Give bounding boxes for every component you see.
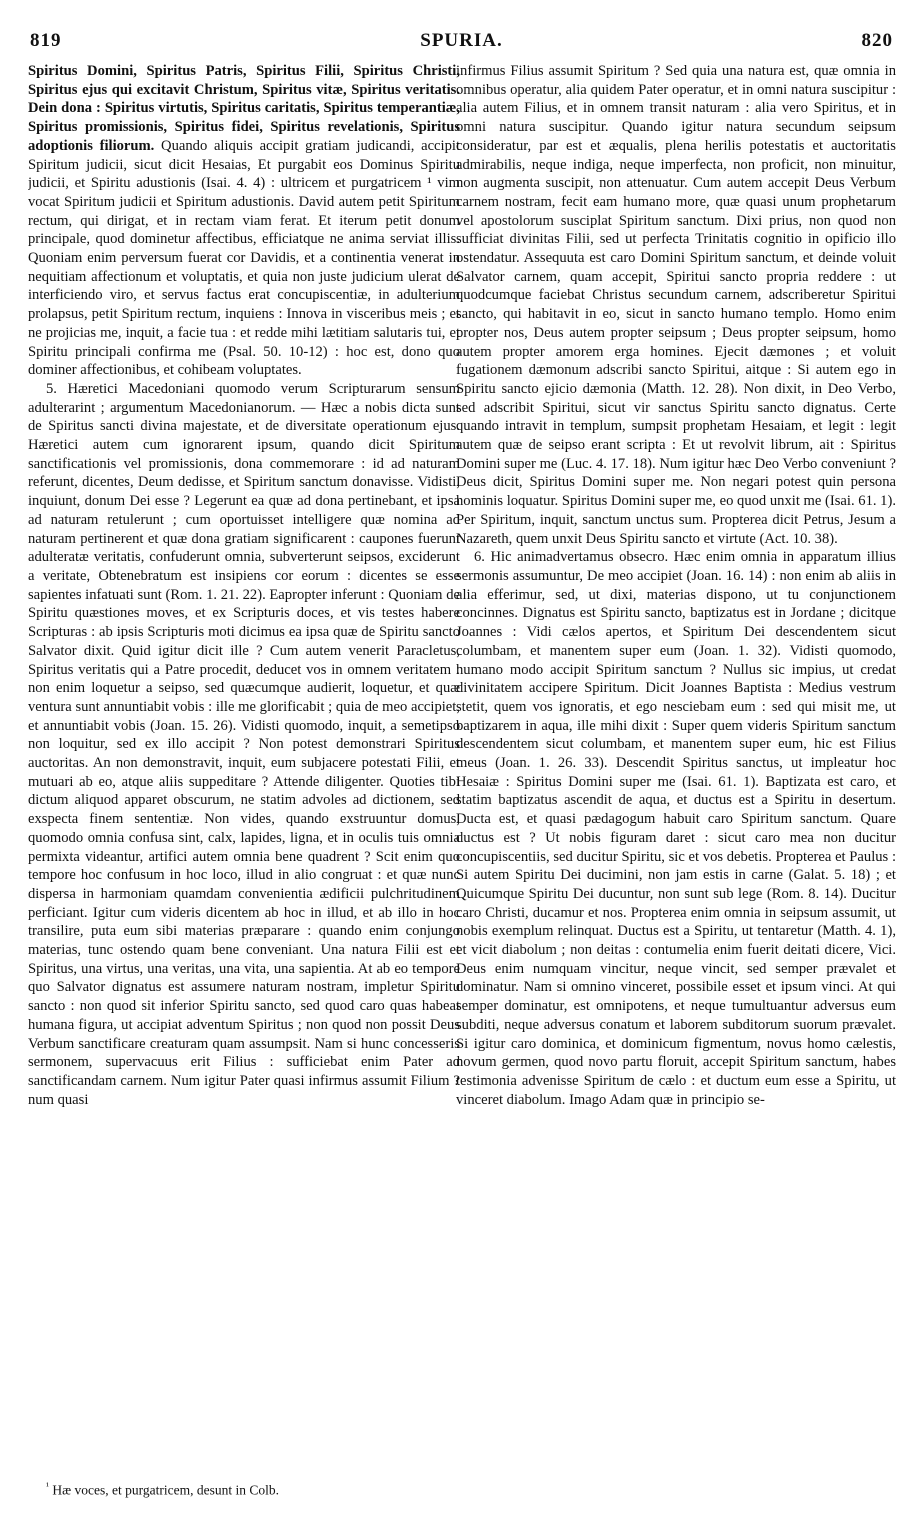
page-header (30, 30, 893, 56)
footnote (46, 1478, 426, 1499)
right-text-column (456, 62, 896, 1480)
right-paragraph-1: infirmus Filius assumit Spiritum ? Sed quia una natura est, quæ omnia in omnibus operatur, alia quidem Pater operatur, et in omni natura suscipitur : alia autem Filius, et in omnem transit naturam : alia vero Spiritus, et in omni natura suscipitur. Quando igitur natura secundum seipsum consideratur, par est et æqualis, plena herilis potestatis et auctoritatis admirabilis, neque indiga, neque imperfecta, non proficit, non minuitur, non augmenta suscipit, non attenuatur. Cum autem accepit Deus Verbum carnem nostram, fecit eam humano more, quæ quasi unum prophetarum vel apostolorum susciplat Spiritum sanctum. Dixi prius, non quod non sufficiat divinitas Filii, sed ut perfecta Trinitatis cognitio in opificio illo ostendatur. Assequuta est caro Domini Spiritum sanctum, et deinde voluit Salvator carnem, quam accepit, Spiritui sancto propria reddere : ut quodcumque faciebat Christus secundum carnem, adscriberetur Spiritui sancto, qui habitavit in eo, sicut in sancto humano templo. Homo enim propter nos, Deus autem propter seipsum ; Deus propter seipsum, homo autem propter amorem erga homines. Ejecit dæmones ; et voluit fugationem dæmonum adscribi sancto Spiritui, aitque : Si autem ego in Spiritu sancto ejicio dæmonia (Matth. 12. 28). Non dixit, in Deo Verbo, sed adscribit Spiritui, sicut vir sanctus Spiritu sancto dignatus. Certe quando intravit in templum, sumpsit prophetam Hesaiam, et legit : legit autem quæ de seipso erant scripta : Et ut revolvit librum, ait : Spiritus Domini super me (Luc. 4. 17. 18). Num igitur hæc Deo Verbo conveniunt ? Deus dicit, Spiritus Domini super me. Non negari potest quin persona hominis loquatur. Spiritus Domini super me, eo quod unxit me (Isai. 61. 1). Per Spiritum, inquit, sanctum unctus sum. Propterea dicit Petrus, Jesum a Nazareth, quem unxit Deus Spiritu sancto et virtute (Act. 10. 38). (456, 63, 896, 547)
left-paragraph-2: 5. Hæretici Macedoniani quomodo verum Scripturarum sensum adulterarint ; argumentum Macedonianorum. — Hæc a nobis dicta sunt de Spiritus sancti divina majestate, et de diversitate operationum ejus. Hæretici autem cum ignorarent ipsum, quando dicit Spiritum sanctificationis vel promissionis, dona commemorare : id ad naturam referunt, dicentes, Deum dedisse, et Spiritum sanctum donavisse. Vidisti, inquiunt, donum Dei esse ? Legerunt ea quæ ad dona pertinebant, et ipsa ad naturam retulerunt ; cum oportuisset intelligere quæ nomina ad naturam pertinerent et quæ dona gratiam significarent : caupones fuerunt adulteratæ veritatis, confuderunt omnia, subverterunt seipsos, exciderunt a veritate, Obtenebratum est insipiens cor eorum : dicentes se esse sapientes infatuati sunt (Rom. 1. 21. 22). Eapropter inferunt : Quoniam de Spiritu quæstiones moves, et ex Scripturis doces, et vis testes habere Scripturas : ab ipsis Scripturis moti dicimus ea ipsa quæ de Spiritu sancto Salvator dixit. Quid igitur dicit ille ? Cum autem venerit Paracletus, Spiritus veritatis qui a Patre procedit, deducet vos in omnem veritatem : non enim loquetur a seipso, sed quæcumque audierit, loquetur, et quæ ventura sunt annuntiabit vobis : ille me glorificabit ; quia de meo accipiet, et annuntiabit vobis (Joan. 15. 26). Vidisti quomodo, inquit, a semetipso non loquitur, sed ex illo accipit ? Non potest demonstrari Spiritus auctoritas. An non demonstravit, inquit, eum subjacere potestati Filii, et mutuari ab eo, atque aliis suppeditare ? Attende diligenter. Quoties tibi dictum aliquod apparet obscurum, ne statim advoles ad dictionem, sed exspecta finem sententiæ. Non vides, quando exstruuntur domus, quomodo omnia confusa sint, calx, lapides, ligna, et in oculis tuis omnia permixta videantur, artifici autem omnia bene quadrent ? Scit enim quo tempore hoc confusum in hoc loco, illud in alio congruat : et quæ nunc dispersa in harmoniam quamdam convenientia ædificii pulchritudinem perficiant. Igitur cum videris dicentem ab hoc in illud, et ab illo in hoc transilire, puta eum sibi materias præparare : quando enim conjungo materias, tunc ostendo quam bene conveniant. Una natura Filii est et Spiritus, una virtus, una veritas, una vita, una sapientia. At ab eo tempore quo Salvator dignatus est assumere naturam nostram, impletur Spiritu sancto : non quod sit inferior Spiritu sancto, sed quod caro quas habeat humana figura, ut accipiat adventum Spiritus ; non quod non possit Deus Verbum sanctificare creaturam quam assumpsit. Nam si hunc concesseris sermonem, supervacuus erit Filius : sufficiebat enim Pater ad sanctificandam carnem. Num igitur Pater quasi infirmus assumit Filium ? num quasi (28, 380, 460, 1108)
right-column-number: 820 (861, 30, 893, 51)
footnote-marker: ¹ (46, 1481, 49, 1492)
left-paragraph-1 (28, 62, 460, 380)
left-paragraph-1-lead: Spiritus Domini, Spiritus Patris, Spiritus Filii, Spiritus Christi, Spiritus ejus qui excitavit Christum, Spiritus vitæ, Spiritus veritatis. Dein dona : Spiritus virtutis, Spiritus caritatis, Spiritus temperantiæ, Spiritus promissionis, Spiritus fidei, Spiritus revelationis, Spiritus adoptionis filiorum. (28, 63, 460, 154)
left-column-number: 819 (30, 30, 62, 51)
footnote-text: Hæ voces, et purgatricem, desunt in Colb. (52, 1482, 279, 1498)
page-running-title: SPURIA. (420, 30, 503, 51)
left-paragraph-1-rest: Quando aliquis accipit gratiam judicandi, accipit Spiritum judicii, sicut dicit Hesaias, Et purgabit eos Dominus Spiritu judicii, et Spiritu adustionis (Isai. 4. 4) : ultricem et purgatricem ¹ vim vocat Spiritum judicii et Spiritum adustionis. David autem petit Spiritum rectum, qui dirigat, et in rectam viam ferat. Et iterum petit donum principale, quod dominetur affectibus, efficiatque ne anima serviat illis. Quoniam enim perversum fuerat cor Davidis, et a continentia venerat in nequitiam affectionum et voluptatis, et quia non juste judicium ulerat de interficiendo viro, et servus factus erat concupiscentiæ, in adulterium prolapsus, petit Spiritum rectum, inquiens : Innova in visceribus meis ; et ne projicias me, inquit, a facie tua : et redde mihi lætitiam salutaris tui, et Spiritu principali confirma me (Psal. 50. 10-12) : hoc est, dono quo dominer affectionibus, et cohibeam voluptates. (28, 137, 460, 379)
right-paragraph-2: 6. Hic animadvertamus obsecro. Hæc enim omnia in apparatum illius sermonis assumuntur, De meo accipiet (Joan. 16. 14) : non enim ab aliis in alia efferimur, sed, ut dixi, materias dispono, ut tu conjunctionem concinnes. Dignatus est Spiritu sancto, baptizatus est in Jordane ; dicitque Joannes : Vidi cælos apertos, et Spiritum Dei descendentem sicut columbam, et manentem super eum (Joan. 1. 32). Vidisti quomodo, humano modo accipit Spiritum sanctum ? Nullus sic impius, ut credat divinitatem accipere Spiritum. Dicit Joannes Baptista : Medius vestrum stetit, quem vos ignoratis, et ego nesciebam eum : sed qui misit me, ut baptizarem in aqua, ille mihi dixit : Super quem videris Spiritum sanctum descendentem sicut columbam, et manentem super eum, hic est Filius meus (Joan. 1. 26. 33). Descendit Spiritus sanctus, ut impleatur hoc Hesaiæ : Spiritus Domini super me (Isai. 61. 1). Baptizata est caro, et statim baptizatus ascendit de aqua, et ductus est a Spiritu in desertum. Ducta est, et quasi pædagogum habuit caro Spiritum sanctum. Quare ductus est ? Ut nobis figuram daret : sicut caro mea non ducitur concupiscentiis, sed ducitur Spiritu, sic et vos debetis. Propterea et Paulus : Si autem Spiritu Dei ducimini, non jam estis in carne (Galat. 5. 18) ; et Quicumque Spiritu Dei ducuntur, non sunt sub lege (Rom. 8. 14). Ducitur caro Christi, ducamur et nos. Propterea enim omnia in seipsum assumit, ut nobis exemplum relinquat. Ductus est a Spiritu, ut tentaretur (Matth. 4. 1), et vicit diabolum ; non deitas : contumelia enim fuerit deitati dicere, Vici. Deus enim numquam vincitur, neque vincit, sed semper prævalet et dominatur. Nam si omnino vinceret, possibile esset et ipsum vinci. At qui semper dominatur, est omnipotens, et neque tumultuantur adversus eum subditi, neque adversus conatum et laborem subditorum suorum prævalet. Si igitur caro dominica, et dominicum figmentum, novus homo cælestis, novum germen, quod novo partu floruit, accepit Spiritum sanctum, habes testimonia advenisse Spiritum de cælo : et ductum eum esse a Spiritu, ut vinceret diabolum. Imago Adam quæ in principio se- (456, 549, 896, 1108)
left-text-column (28, 62, 460, 1470)
